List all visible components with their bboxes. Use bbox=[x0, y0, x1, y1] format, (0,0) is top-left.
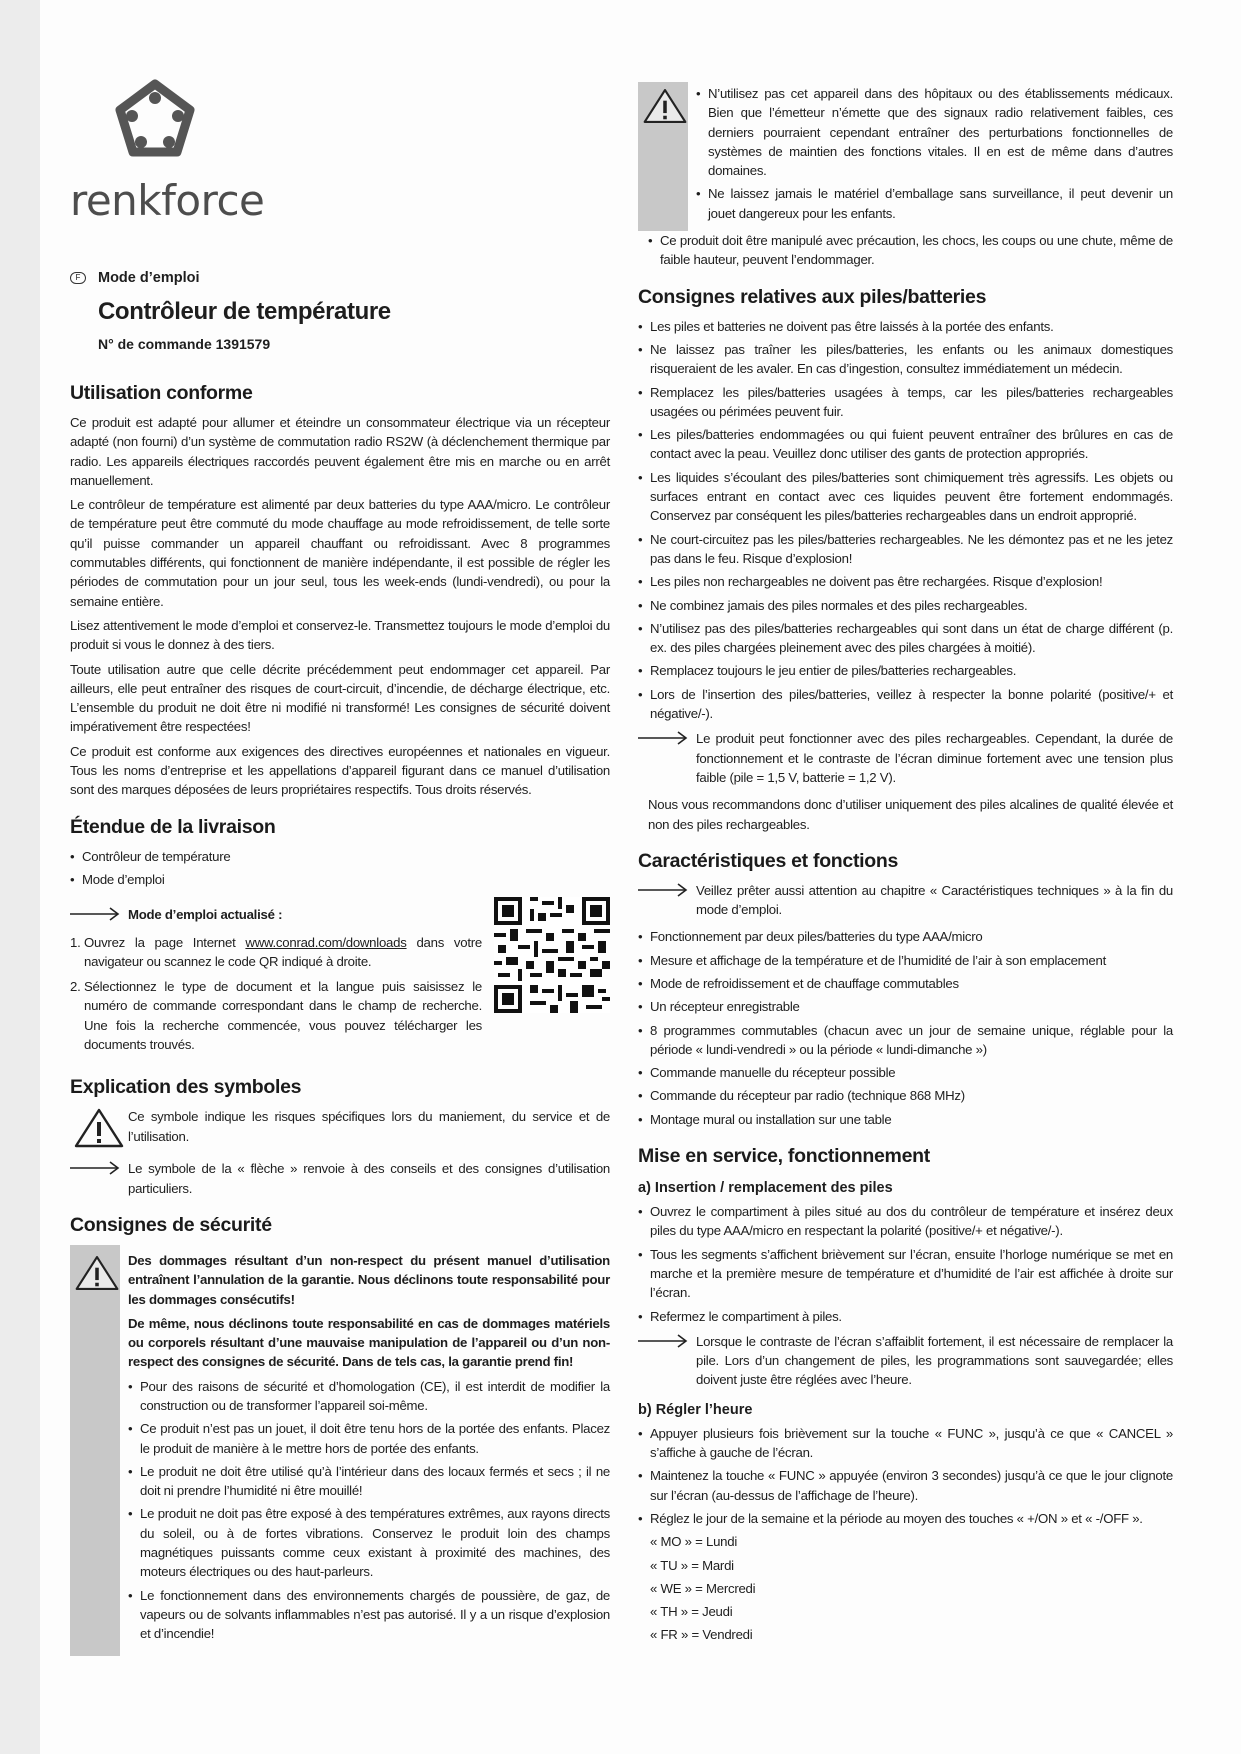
battery-change-note: Lorsque le contraste de l’écran s’affaiblit fortement, il est nécessaire de remplacer la pile. Lors d’un changement de piles, les programmations sont sauvegardée; elles doivent juste être réglées avec l’heure. bbox=[696, 1333, 1173, 1388]
updated-manual-label: Mode d’emploi actualisé : bbox=[128, 907, 283, 923]
list-item: • Remplacez toujours le jeu entier de piles/batteries rechargeables. bbox=[638, 661, 1173, 680]
insertion-list bbox=[638, 1202, 1173, 1326]
list-item: • Ne laissez pas traîner les piles/batteries, les enfants ou les animaux domestiques risqueraient de les avaler. En cas d’ingestion, consultez immédiatement un médecin. bbox=[638, 340, 1173, 379]
list-item: • N’utilisez pas cet appareil dans des hôpitaux ou des établissements médicaux. Bien que l’émetteur n’émette que des signaux radio relativement faibles, ces derniers pourraient cependant entraîner des perturbations fonctionnelles de systèmes de maintien des fonctions vitales. Il en est de même dans d’autres domaines. bbox=[696, 84, 1173, 180]
day-code: « WE » = Mercredi bbox=[650, 1580, 756, 1596]
list-item: • Ce produit doit être manipulé avec précaution, les chocs, les coups ou une chute, même de faible hauteur, peuvent l’endommager. bbox=[648, 231, 1173, 270]
list-item: 1. Ouvrez la page Internet www.conrad.com/downloads dans votre navigateur ou scannez le code QR indiqué à droite. bbox=[70, 934, 483, 969]
list-item: • Ce produit n’est pas un jouet, il doit être tenu hors de la portée des enfants. Placez le produit de manière à le mettre hors de portée des enfants. bbox=[128, 1419, 610, 1458]
list-item: • Pour des raisons de sécurité et d’homologation (CE), il est interdit de modifier la construction ou de transformer l’appareil soi-même. bbox=[128, 1377, 610, 1416]
section-heading-utilisation: Utilisation conforme bbox=[70, 382, 253, 404]
tech-spec-note: Veillez prêter aussi attention au chapitre « Caractéristiques techniques » à la fin du mode d’emploi. bbox=[696, 882, 1173, 918]
warning-icon bbox=[642, 86, 688, 126]
arrow-icon bbox=[70, 1161, 128, 1175]
delivery-list bbox=[70, 847, 610, 890]
subheading-time: b) Régler l’heure bbox=[638, 1401, 753, 1418]
right-column bbox=[638, 82, 1173, 1649]
warranty-notice: Des dommages résultant d’un non-respect du présent manuel d’utilisation entraînent l’annulation de la garantie. Nous déclinons toute responsabilité pour les dommages consécutifs! bbox=[128, 1252, 610, 1307]
day-code: « FR » = Vendredi bbox=[650, 1627, 753, 1643]
list-item: • Appuyer plusieurs fois brièvement sur la touche « FUNC », jusqu’à ce que « CANCEL » s’affiche à gauche de l’écran. bbox=[638, 1424, 1173, 1463]
order-number: N° de commande 1391579 bbox=[98, 336, 271, 352]
arrow-icon bbox=[638, 731, 696, 745]
day-code: « TU » = Mardi bbox=[650, 1557, 734, 1573]
list-item: • Mode d’emploi bbox=[70, 870, 610, 889]
battery-list bbox=[638, 317, 1173, 724]
section-heading-caracteristiques: Caractéristiques et fonctions bbox=[638, 849, 899, 872]
mode-line bbox=[70, 270, 610, 286]
list-item: • Commande manuelle du récepteur possible bbox=[638, 1063, 1173, 1082]
list-item: • Ne court-circuitez pas les piles/batteries rechargeables. Ne les démontez pas et ne les jetez pas dans le feu. Risque d’explosion! bbox=[638, 530, 1173, 569]
download-block bbox=[70, 893, 610, 1060]
list-item: • Tous les segments s’affichent brièvement sur l’écran, ensuite l’horloge numérique se met en marche et la première mesure de température et d’humidité de l’air est affichée à droite sur l’écran. bbox=[638, 1245, 1173, 1303]
logo-mark-icon bbox=[110, 76, 200, 166]
list-item: • Le produit ne doit pas être exposé à des températures extrêmes, aux rayons directs du soleil, ou à de fortes vibrations. Conservez le produit loin des champs magnétiques puissants comme ceux existant à proximité des machines, des moteurs électriques ou des haut-parleurs. bbox=[128, 1504, 610, 1581]
warning-icon bbox=[70, 1107, 128, 1149]
renkforce-logo bbox=[70, 84, 270, 224]
liability-notice: De même, nous déclinons toute responsabilité en cas de dommages matériels ou corporels résultant d’une mauvaise manipulation de l’appareil ou d’un non-respect des consignes de sécurité. Dans de tels cas, la garantie prend fin! bbox=[128, 1315, 610, 1370]
list-item: • Mode de refroidissement et de chauffage commutables bbox=[638, 974, 1173, 993]
list-item: • Lors de l’insertion des piles/batteries, veillez à respecter la bonne polarité (positive/+ et négative/-). bbox=[638, 685, 1173, 724]
list-item: • Les liquides s’écoulant des piles/batteries sont chimiquement très agressifs. Les objets ou surfaces entrant en contact avec ces liquides peuvent être fortement endommagés. Conservez par conséquent les piles/batteries rechargeables dans un endroit approprié. bbox=[638, 468, 1173, 526]
logo-wordmark: renkforce bbox=[70, 176, 265, 225]
list-item: • Mesure et affichage de la température et de l’humidité de l’air à son emplacement bbox=[638, 951, 1173, 970]
qr-code[interactable] bbox=[494, 897, 610, 1013]
day-code: « TH » = Jeudi bbox=[650, 1604, 733, 1620]
paragraph: Toute utilisation autre que celle décrite précédemment peut endommager cet appareil. Par ailleurs, elle peut entraîner des risques de court-circuit, d’incendie, de décharge électrique, etc. L’ensemble du produit ne doit être ni modifié ni transformé! Les consignes de sécurité doivent impérativement être respectées! bbox=[70, 661, 610, 735]
arrow-icon bbox=[70, 907, 128, 921]
arrow-icon bbox=[638, 883, 696, 897]
list-item: • Montage mural ou installation sur une table bbox=[638, 1110, 1173, 1129]
section-heading-securite: Consignes de sécurité bbox=[70, 1213, 272, 1236]
section-heading-symboles: Explication des symboles bbox=[70, 1076, 302, 1099]
list-item: • Le fonctionnement dans des environnements chargés de poussière, de gaz, de vapeurs ou de solvants inflammables n’est pas autorisé. Il y a un risque d’explosion et d’incendie! bbox=[128, 1586, 610, 1644]
safety-list bbox=[128, 1377, 610, 1644]
list-item: • Commande du récepteur par radio (technique 868 MHz) bbox=[638, 1086, 1173, 1105]
scan-edge bbox=[0, 0, 40, 1754]
warning-symbol-text: Ce symbole indique les risques spécifiques lors du maniement, du service et de l’utilisation. bbox=[128, 1109, 610, 1144]
arrow-symbol-text: Le symbole de la « flèche » renvoie à des conseils et des consignes d’utilisation particuliers. bbox=[128, 1161, 610, 1196]
list-item: • Ne combinez jamais des piles normales et des piles rechargeables. bbox=[638, 596, 1173, 615]
recommendation-text: Nous vous recommandons donc d’utiliser uniquement des piles alcalines de qualité élevée et non des piles rechargeables. bbox=[648, 797, 1173, 832]
list-item: • Contrôleur de température bbox=[70, 847, 610, 866]
list-item: • Le produit ne doit être utilisé qu’à l’intérieur dans des locaux fermés et secs ; il ne doit ni prendre l’humidité ni être mouillé! bbox=[128, 1462, 610, 1501]
day-code: « MO » = Lundi bbox=[650, 1534, 738, 1550]
warning-icon bbox=[74, 1253, 120, 1293]
page-title: Contrôleur de température bbox=[98, 298, 391, 325]
list-item: • Remplacez les piles/batteries usagées à temps, car les piles/batteries rechargeables usagées ou périmées peuvent fuir. bbox=[638, 383, 1173, 422]
paragraph: Lisez attentivement le mode d’emploi et conservez-le. Transmettez toujours le mode d’emploi du produit si vous le donnez à des tiers. bbox=[70, 617, 610, 653]
list-item: • Un récepteur enregistrable bbox=[638, 997, 1173, 1016]
list-item: • 8 programmes commutables (chacun avec un jour de semaine unique, réglable pour la période « lundi-vendredi » ou la période « lundi-dimanche ») bbox=[638, 1021, 1173, 1060]
list-item: • Fonctionnement par deux piles/batteries du type AAA/micro bbox=[638, 927, 1173, 946]
safety-warning-block-continued bbox=[638, 82, 1173, 231]
language-badge: F bbox=[70, 272, 86, 284]
list-item: 2. Sélectionnez le type de document et la langue puis saisissez le numéro de commande correspondant dans le champ de recherche. Une fois la recherche commencée, vous pouvez télécharger les documents trouvés. bbox=[70, 979, 482, 1053]
section-heading-livraison: Étendue de la livraison bbox=[70, 815, 276, 838]
list-item: • Ne laissez jamais le matériel d’emballage sans surveillance, il peut devenir un jouet dangereux pour les enfants. bbox=[696, 184, 1173, 223]
list-item: • Réglez le jour de la semaine et la période au moyen des touches « +/ON » et « -/OFF ». bbox=[638, 1509, 1173, 1528]
paragraph: Le contrôleur de température est alimenté par deux batteries du type AAA/micro. Le contrôleur de température peut être commuté du mode chauffage au mode refroidissement, de telle sorte qu’il puisse commander un appareil chauffant ou refroidissant. Avec 8 programmes commutables différents, qui fonctionnent de manière indépendante, il est possible de régler les périodes de commutation pour un jour seul, tous les week-ends (lundi-vendredi), ou pour la semaine entière. bbox=[70, 497, 610, 609]
list-item: • N’utilisez pas des piles/batteries rechargeables qui sont dans un état de charge différent (p. ex. des piles chargées pleinement avec des piles chargées à moitié). bbox=[638, 619, 1173, 658]
section-heading-piles: Consignes relatives aux piles/batteries bbox=[638, 285, 987, 308]
subheading-insertion: a) Insertion / remplacement des piles bbox=[638, 1180, 893, 1197]
paragraph: Ce produit est adapté pour allumer et éteindre un consommateur électrique via un récepteur adapté (non fourni) d’un système de commutation radio RS2W (à déclenchement thermique par radio. Les appareils électriques raccordés peuvent également être mis en marche ou en arrêt manuellement. bbox=[70, 415, 610, 488]
left-column bbox=[70, 270, 610, 1656]
features-list bbox=[638, 927, 1173, 1129]
list-item: • Les piles non rechargeables ne doivent pas être rechargées. Risque d’explosion! bbox=[638, 572, 1173, 591]
arrow-icon bbox=[638, 1334, 696, 1348]
list-item: • Les piles et batteries ne doivent pas être laissés à la portée des enfants. bbox=[638, 317, 1173, 336]
list-item: • Refermez le compartiment à piles. bbox=[638, 1307, 1173, 1326]
list-item: • Maintenez la touche « FUNC » appuyée (environ 3 secondes) jusqu’à ce que le jour clignote sur l’écran (au-dessus de l’affichage de l’heure). bbox=[638, 1466, 1173, 1505]
time-setting-list bbox=[638, 1424, 1173, 1528]
section-heading-mise-en-service: Mise en service, fonctionnement bbox=[638, 1145, 930, 1168]
list-item: • Les piles/batteries endommagées ou qui fuient peuvent entraîner des brûlures en cas de contact avec la peau. Veuillez donc utiliser des gants de protection appropriés. bbox=[638, 425, 1173, 464]
list-item: • Ouvrez le compartiment à piles situé au dos du contrôleur de température et insérez deux piles du type AAA/micro en respectant la polarité (positive/+ et négative/-). bbox=[638, 1202, 1173, 1241]
rechargeable-note: Le produit peut fonctionner avec des piles rechargeables. Cependant, la durée de fonctionnement et le contraste de l’écran diminue fortement avec une tension plus faible (pile = 1,5 V, batterie = 1,2 V). bbox=[696, 731, 1173, 785]
safety-list-continued bbox=[696, 84, 1173, 223]
download-link[interactable]: www.conrad.com/downloads bbox=[245, 934, 407, 950]
mode-label: Mode d’emploi bbox=[98, 270, 200, 286]
paragraph: Ce produit est conforme aux exigences des directives européennes et nationales en vigueur. Tous les noms d’entreprise et les appellations d’appareil figurant dans ce manuel d’utilisation sont des marques déposées de leurs propriétaires respectifs. Tous droits réservés. bbox=[70, 743, 610, 798]
safety-warning-block bbox=[70, 1245, 610, 1656]
